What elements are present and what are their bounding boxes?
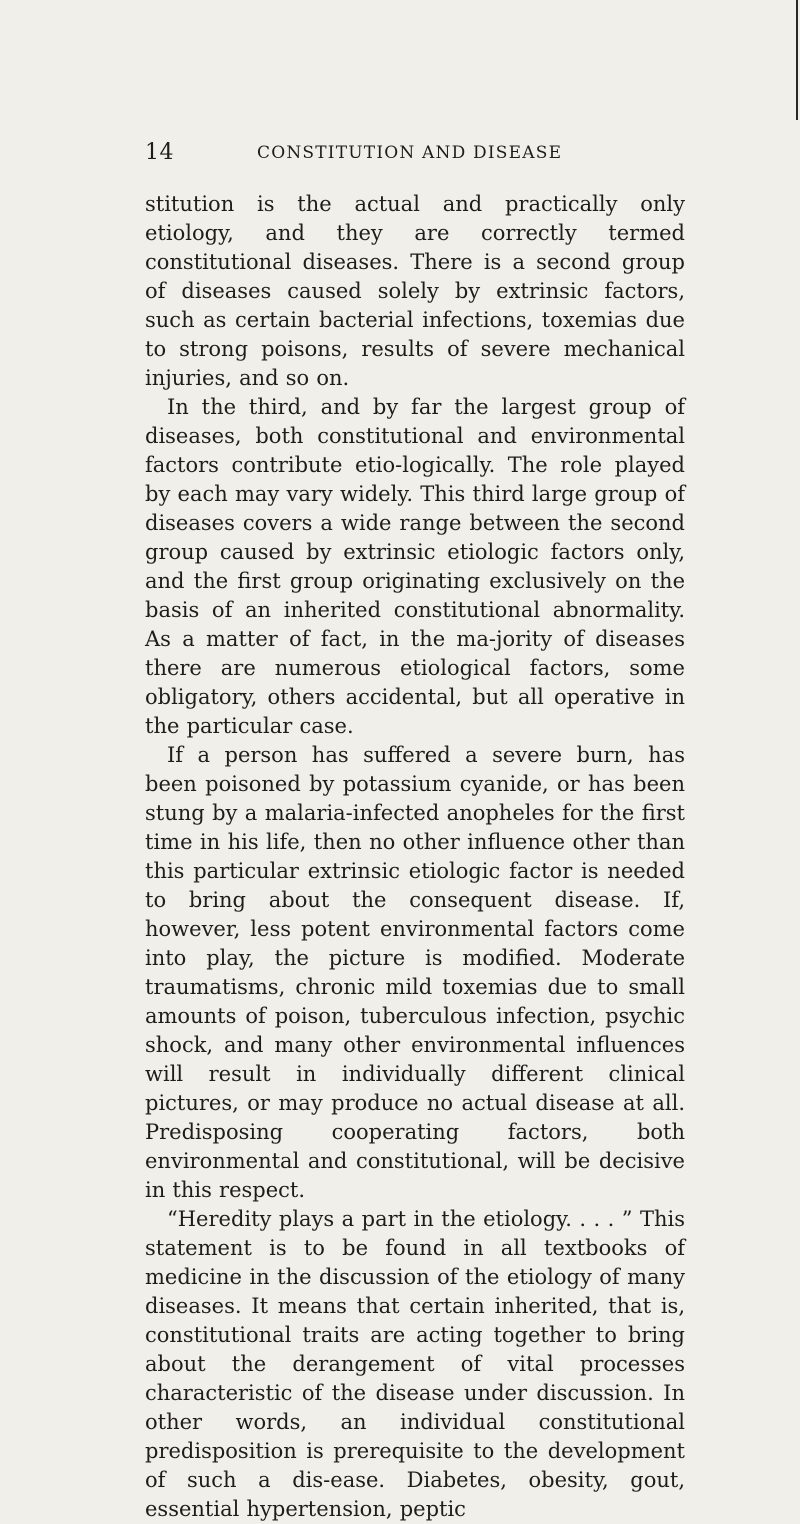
paragraph-2: In the third, and by far the largest group of diseases, both constitutional and environmental factors contribute etio-logically. The role played by each may vary widely. This third large group of diseases covers a wide range between the second group caused by extrinsic etiologic factors only, and the first group originating exclusively on the basis of an inherited constitutional abnormality. As a matter of fact, in the ma-jority of diseases there are numerous etiological factors, some obligatory, others accidental, but all operative in the particular case. — [145, 395, 685, 738]
body-text — [145, 190, 685, 1524]
paragraph-1: stitution is the actual and practically only etiology, and they are correctly termed constitutional diseases. There is a second group of diseases caused solely by extrinsic factors, such as certain bacterial infections, toxemias due to strong poisons, results of severe mechanical injuries, and so on. — [145, 192, 685, 390]
running-head — [145, 140, 685, 170]
page-number: 14 — [145, 140, 174, 165]
page-edge-shadow — [796, 0, 798, 120]
running-title: CONSTITUTION AND DISEASE — [257, 143, 563, 163]
paragraph-4: “Heredity plays a part in the etiology. . . . ” This statement is to be found in all textbooks of medicine in the discussion of the etiology of many diseases. It means that certain inherited, that is, constitutional traits are acting together to bring about the derangement of vital processes characteristic of the disease under discussion. In other words, an individual constitutional predisposition is prerequisite to the development of such a dis-ease. Diabetes, obesity, gout, essential hypertension, peptic — [145, 1207, 685, 1521]
paragraph-3: If a person has suffered a severe burn, has been poisoned by potassium cyanide, or has been stung by a malaria-infected anopheles for the first time in his life, then no other influence other than this particular extrinsic etiologic factor is needed to bring about the consequent disease. If, however, less potent environmental factors come into play, the picture is modified. Moderate traumatisms, chronic mild toxemias due to small amounts of poison, tuberculous infection, psychic shock, and many other environmental influences will result in individually different clinical pictures, or may produce no actual disease at all. Predisposing cooperating factors, both environmental and constitutional, will be decisive in this respect. — [145, 743, 685, 1202]
